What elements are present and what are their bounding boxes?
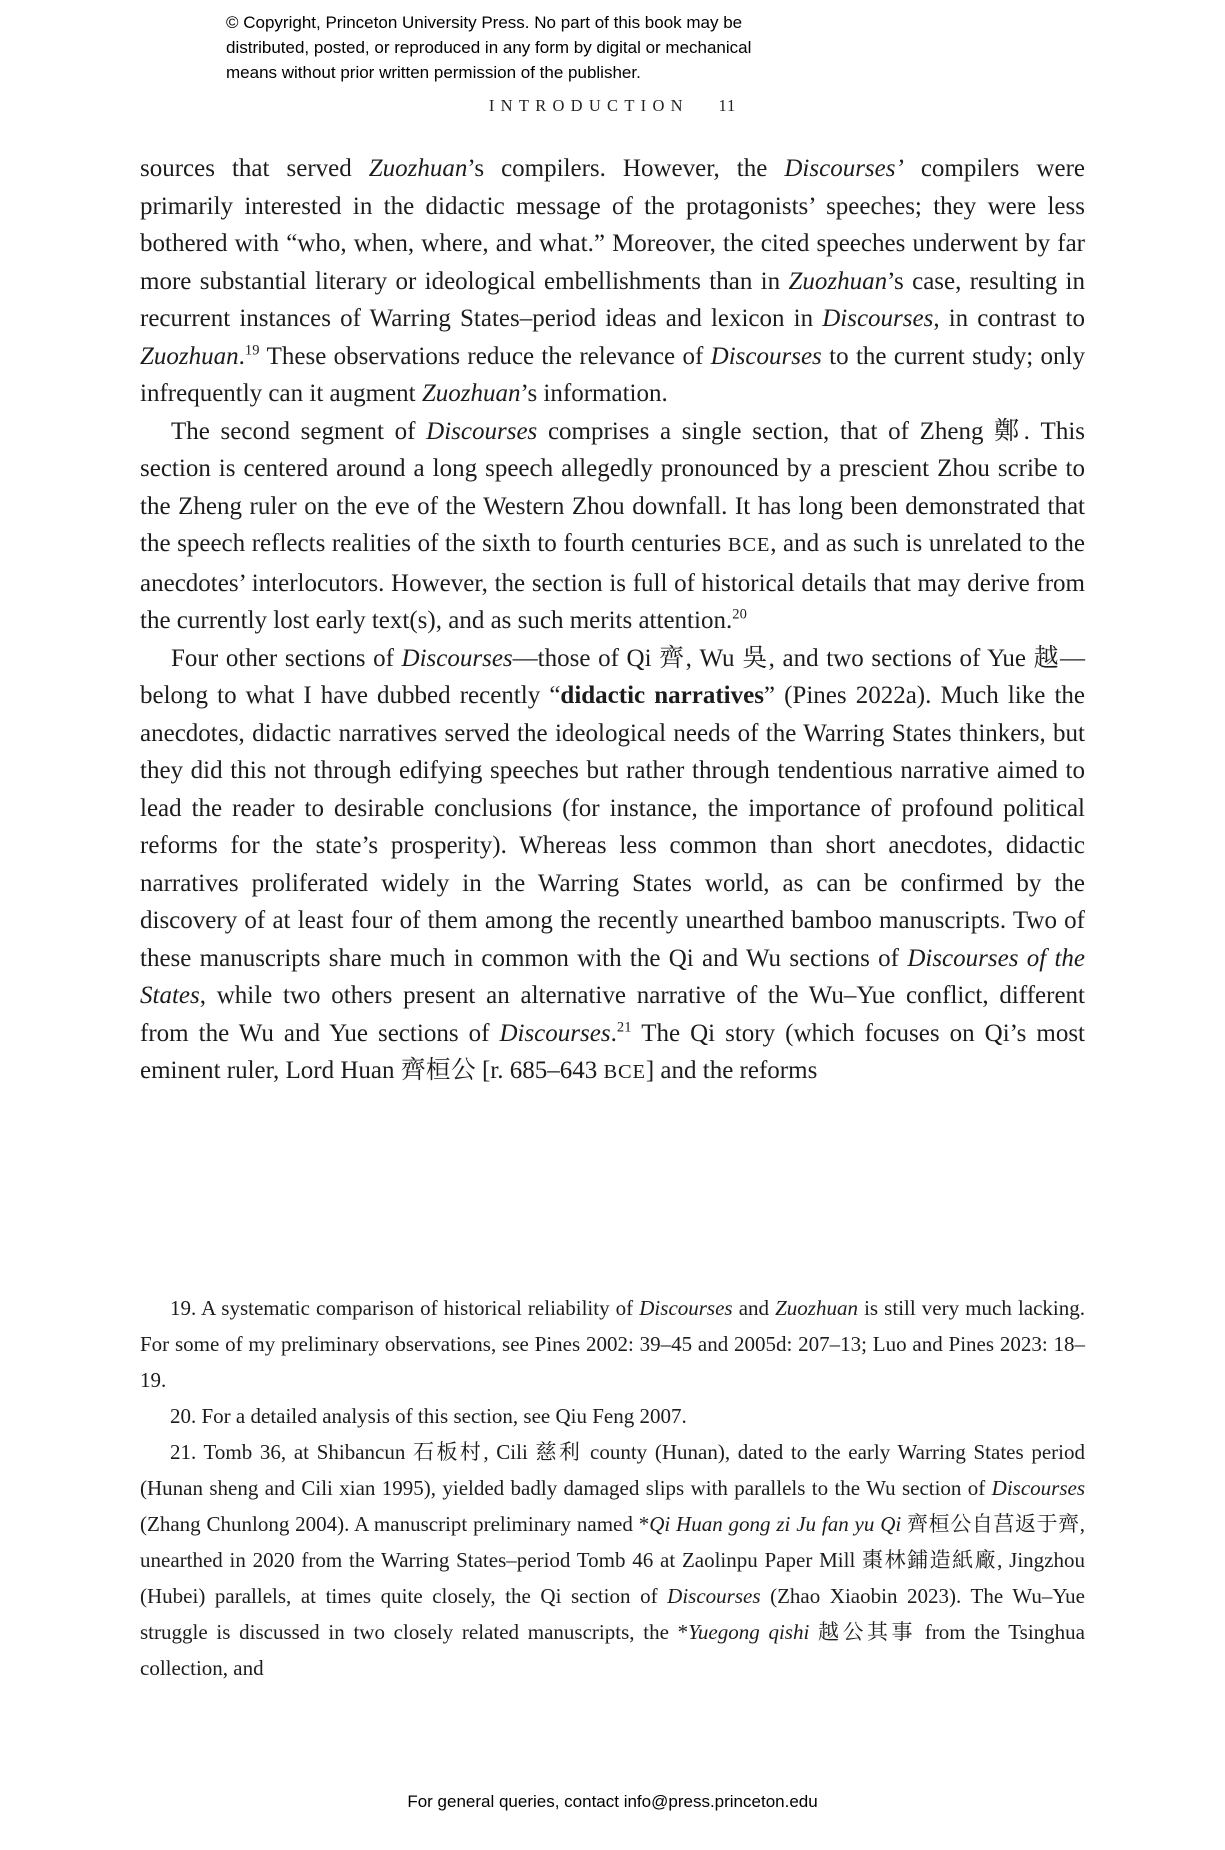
body-paragraph-3: Four other sections of Discourses—those of Qi 齊, Wu 吳, and two sections of Yue 越—belong to what I have dubbed recently “didactic narratives” (Pines 2022a). Much like the anecdotes, didactic narratives served the ideological needs of the Warring States thinkers, but they did this not through edifying speeches but rather through tendentious narrative aimed to lead the reader to desirable conclusions (for instance, the importance of profound political reforms for the state’s prosperity). Whereas less common than short anecdotes, didactic narratives proliferated widely in the Warring States world, as can be confirmed by the discovery of at least four of them among the recently unearthed bamboo manuscripts. Two of these manuscripts share much in common with the Qi and Wu sections of Discourses of the States, while two others present an alternative narrative of the Wu–Yue conflict, different from the Wu and Yue sections of Discourses.$^{21}$ The Qi story (which focuses on Qi’s most eminent ruler, Lord Huan 齊桓公 [r. 685–643 BCE] and the reforms xyxy=(140,644,1086,1084)
body-paragraph-1: sources that served Zuozhuan’s compilers. However, the Discourses’ compilers were primarily interested in the didactic message of the protagonists’ speeches; they were less bothered with “who, when, where, and what.” Moreover, the cited speeches underwent by far more substantial literary or ideological embellishments than in Zuozhuan’s case, resulting in recurrent instances of Warring States–period ideas and lexicon in Discourses, in contrast to Zuozhuan.$^{19}$ These observations reduce the relevance of Discourses to the current study; only infrequently can it augment Zuozhuan’s information. xyxy=(140,155,1086,407)
copyright-line: distributed, posted, or reproduced in any form by digital or mechanical xyxy=(226,38,752,57)
footer-contact: For general queries, contact info@press.princeton.edu xyxy=(407,1792,818,1811)
body-text xyxy=(140,150,1085,1092)
copyright-notice xyxy=(226,10,751,85)
footnote-21: 21. Tomb 36, at Shibancun 石板村, Cili 慈利 county (Hunan), dated to the early Warring States period (Hunan sheng and Cili xian 1995), yielded badly damaged slips with parallels to the Wu section of Discourses (Zhang Chunlong 2004). A manuscript preliminary named *Qi Huan gong zi Ju fan yu Qi 齊桓公自莒返于齊, unearthed in 2020 from the Warring States–period Tomb 46 at Zaolinpu Paper Mill 棗林鋪造紙廠, Jingzhou (Hubei) parallels, at times quite closely, the Qi section of Discourses (Zhao Xiaobin 2023). The Wu–Yue struggle is discussed in two closely related manuscripts, the *Yuegong qishi 越公其事 from the Tsinghua collection, and xyxy=(140,1440,1086,1680)
running-header xyxy=(140,96,1085,116)
body-paragraph-2: The second segment of Discourses comprises a single section, that of Zheng 鄭. This section is centered around a long speech allegedly pronounced by a prescient Zhou scribe to the Zheng ruler on the eve of the Western Zhou downfall. It has long been demonstrated that the speech reflects realities of the sixth to fourth centuries BCE, and as such is unrelated to the anecdotes’ interlocutors. However, the section is full of historical details that may derive from the currently lost early text(s), and as such merits attention.$^{20}$ xyxy=(140,417,1085,634)
footnote-20: 20. For a detailed analysis of this section, see Qiu Feng 2007. xyxy=(170,1404,687,1428)
copyright-line: © Copyright, Princeton University Press. No part of this book may be xyxy=(226,13,743,32)
running-head-title: INTRODUCTION xyxy=(488,96,689,115)
page-number: 11 xyxy=(718,96,737,115)
footnote-19: 19. A systematic comparison of historical reliability of Discourses and Zuozhuan is still very much lacking. For some of my preliminary observations, see Pines 2002: 39–45 and 2005d: 207–13; Luo and Pines 2023: 18–19. xyxy=(140,1296,1086,1392)
copyright-line: means without prior written permission of the publisher. xyxy=(226,63,641,82)
footnotes-block xyxy=(140,1290,1085,1686)
